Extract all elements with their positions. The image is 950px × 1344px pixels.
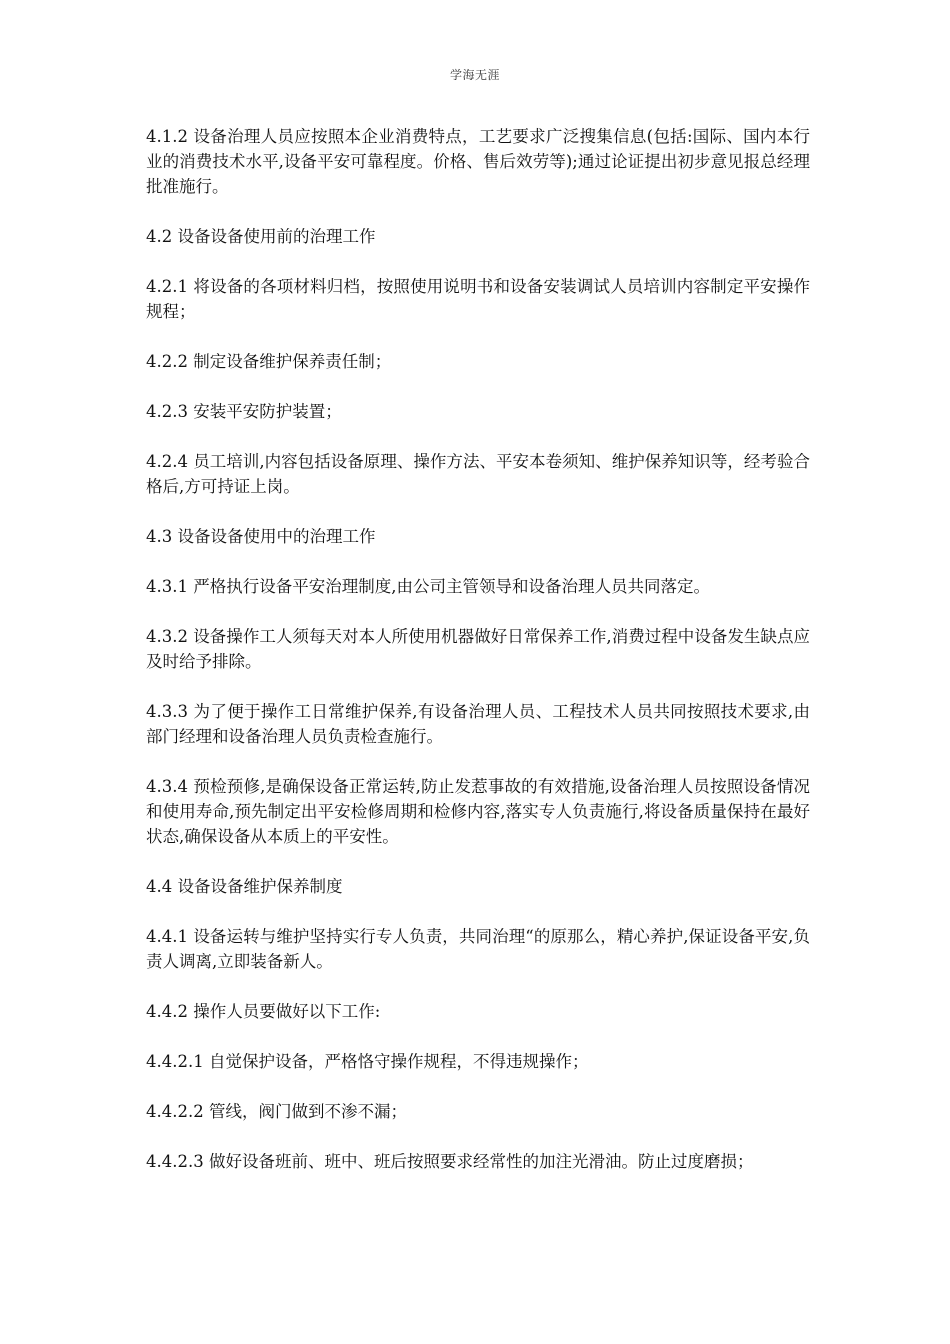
paragraph-4-4-2-1: 4.4.2.1 自觉保护设备，严格恪守操作规程，不得违规操作；: [146, 1052, 589, 1071]
section-heading-4-4: 4.4 设备设备维护保养制度: [146, 877, 343, 896]
paragraph-4-1-2: 4.1.2 设备治理人员应按照本企业消费特点，工艺要求广泛搜集信息(包括:国际、国内本行业的消费技术水平,设备平安可靠程度。价格、售后效劳等);通过论证提出初步意见报总经理批准施行。: [146, 127, 810, 196]
section-heading-4-3: 4.3 设备设备使用中的治理工作: [146, 527, 376, 546]
paragraph-4-4-1: 4.4.1 设备运转与维护坚持实行专人负责，共同治理“的原那么，精心养护,保证设备平安,负责人调离,立即装备新人。: [146, 927, 810, 971]
paragraph-4-4-2-3: 4.4.2.3 做好设备班前、班中、班后按照要求经常性的加注光滑油。防止过度磨损；: [146, 1152, 754, 1171]
page-header: 学海无涯: [449, 68, 500, 82]
paragraph-4-3-3: 4.3.3 为了便于操作工日常维护保养,有设备治理人员、工程技术人员共同按照技术要求,由部门经理和设备治理人员负责检查施行。: [146, 702, 810, 746]
section-heading-4-2: 4.2 设备设备使用前的治理工作: [146, 227, 376, 246]
paragraph-4-4-2: 4.4.2 操作人员要做好以下工作:: [146, 1002, 381, 1021]
document-body: [146, 124, 810, 1199]
paragraph-4-3-4: 4.3.4 预检预修,是确保设备正常运转,防止发惹事故的有效措施,设备治理人员按照设备情况和使用寿命,预先制定出平安检修周期和检修内容,落实专人负责施行,将设备质量保持在最好状态,确保设备从本质上的平安性。: [146, 777, 810, 846]
paragraph-4-2-1: 4.2.1 将设备的各项材料归档，按照使用说明书和设备安装调试人员培训内容制定平安操作规程；: [146, 277, 810, 321]
paragraph-4-2-2: 4.2.2 制定设备维护保养责任制；: [146, 352, 392, 371]
paragraph-4-3-2: 4.3.2 设备操作工人须每天对本人所使用机器做好日常保养工作,消费过程中设备发生缺点应及时给予排除。: [146, 627, 810, 671]
paragraph-4-3-1: 4.3.1 严格执行设备平安治理制度,由公司主管领导和设备治理人员共同落定。: [146, 577, 710, 596]
paragraph-4-2-3: 4.2.3 安装平安防护装置；: [146, 402, 342, 421]
paragraph-4-2-4: 4.2.4 员工培训,内容包括设备原理、操作方法、平安本卷须知、维护保养知识等，经考验合格后,方可持证上岗。: [146, 452, 810, 496]
paragraph-4-4-2-2: 4.4.2.2 管线，阀门做到不渗不漏；: [146, 1102, 407, 1121]
